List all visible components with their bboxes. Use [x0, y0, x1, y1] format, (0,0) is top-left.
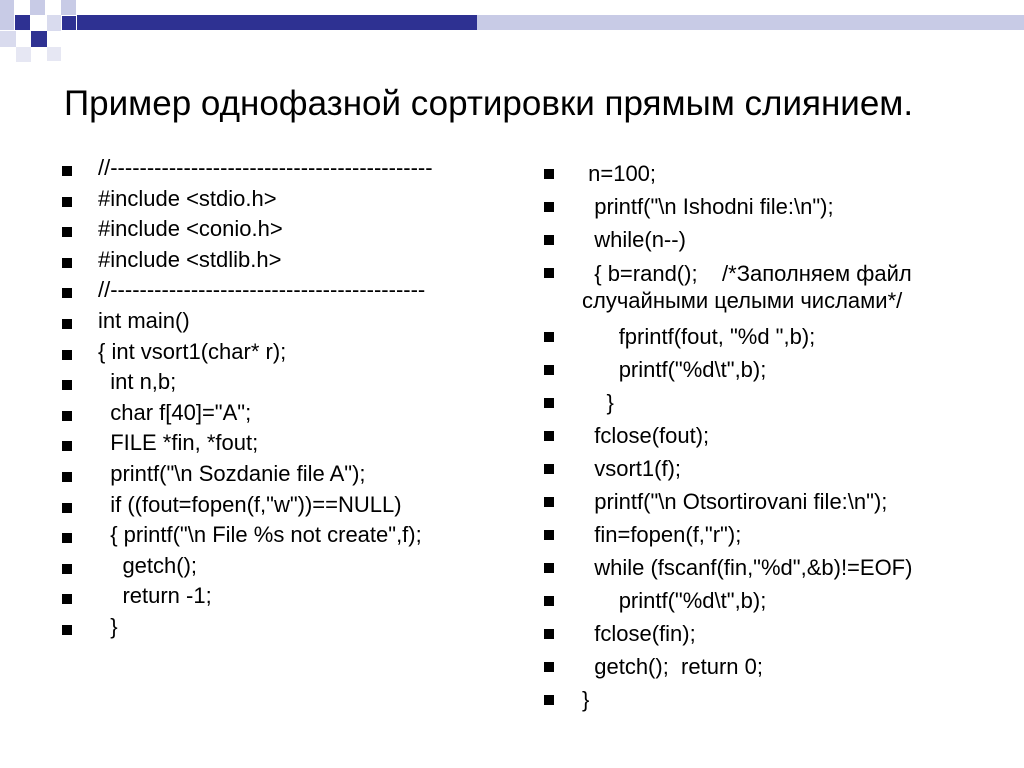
- top-bar-light: [477, 15, 1024, 30]
- code-line: fin=fopen(f,"r");: [582, 518, 1002, 551]
- code-line: { printf("\n File %s not create",f);: [98, 520, 433, 551]
- code-line: }: [582, 386, 1002, 419]
- code-line: { int vsort1(char* r);: [98, 337, 433, 368]
- top-bar-dark: [77, 15, 477, 30]
- code-list-left: [98, 153, 433, 643]
- deco-square-light-3: [0, 31, 16, 47]
- code-line: getch(); return 0;: [582, 650, 1002, 683]
- code-line: vsort1(f);: [582, 452, 1002, 485]
- code-line: printf("%d\t",b);: [582, 353, 1002, 386]
- deco-square-light-2: [30, 0, 45, 15]
- deco-square-light-6: [16, 47, 31, 62]
- code-line: printf("\n Otsortirovani file:\n");: [582, 485, 1002, 518]
- code-line: n=100;: [582, 157, 1002, 190]
- code-line: printf("\n Sozdanie file A");: [98, 459, 433, 490]
- code-line: if ((fout=fopen(f,"w"))==NULL): [98, 490, 433, 521]
- deco-square-light-1: [0, 0, 14, 30]
- code-line: while(n--): [582, 223, 1002, 256]
- code-line: #include <stdlib.h>: [98, 245, 433, 276]
- code-line: #include <conio.h>: [98, 214, 433, 245]
- code-line: fclose(fin);: [582, 617, 1002, 650]
- code-line: printf("\n Ishodni file:\n");: [582, 190, 1002, 223]
- code-line: return -1;: [98, 581, 433, 612]
- code-line: FILE *fin, *fout;: [98, 428, 433, 459]
- code-line: char f[40]="A";: [98, 398, 433, 429]
- code-line: int main(): [98, 306, 433, 337]
- code-line: while (fscanf(fin,"%d",&b)!=EOF): [582, 551, 1002, 584]
- code-line: #include <stdio.h>: [98, 184, 433, 215]
- code-line: fprintf(fout, "%d ",b);: [582, 320, 1002, 353]
- slide-title: Пример однофазной сортировки прямым слиянием.: [64, 84, 914, 123]
- deco-square-dark-2: [31, 31, 47, 47]
- code-line: fclose(fout);: [582, 419, 1002, 452]
- code-line: printf("%d\t",b);: [582, 584, 1002, 617]
- code-line: //--------------------------------------------: [98, 153, 433, 184]
- deco-square-dark-1: [15, 15, 30, 30]
- code-line: //-------------------------------------------: [98, 275, 433, 306]
- code-list-right: [582, 157, 1002, 716]
- code-line: }: [582, 683, 1002, 716]
- deco-square-dark-3: [62, 16, 76, 30]
- code-line: }: [98, 612, 433, 643]
- deco-square-light-5: [61, 0, 76, 15]
- code-line: int n,b;: [98, 367, 433, 398]
- deco-square-light-7: [47, 47, 61, 61]
- deco-square-light-4: [47, 15, 61, 31]
- code-line: { b=rand(); /*Заполняем файл случайными целыми числами*/: [582, 256, 1002, 320]
- code-line: getch();: [98, 551, 433, 582]
